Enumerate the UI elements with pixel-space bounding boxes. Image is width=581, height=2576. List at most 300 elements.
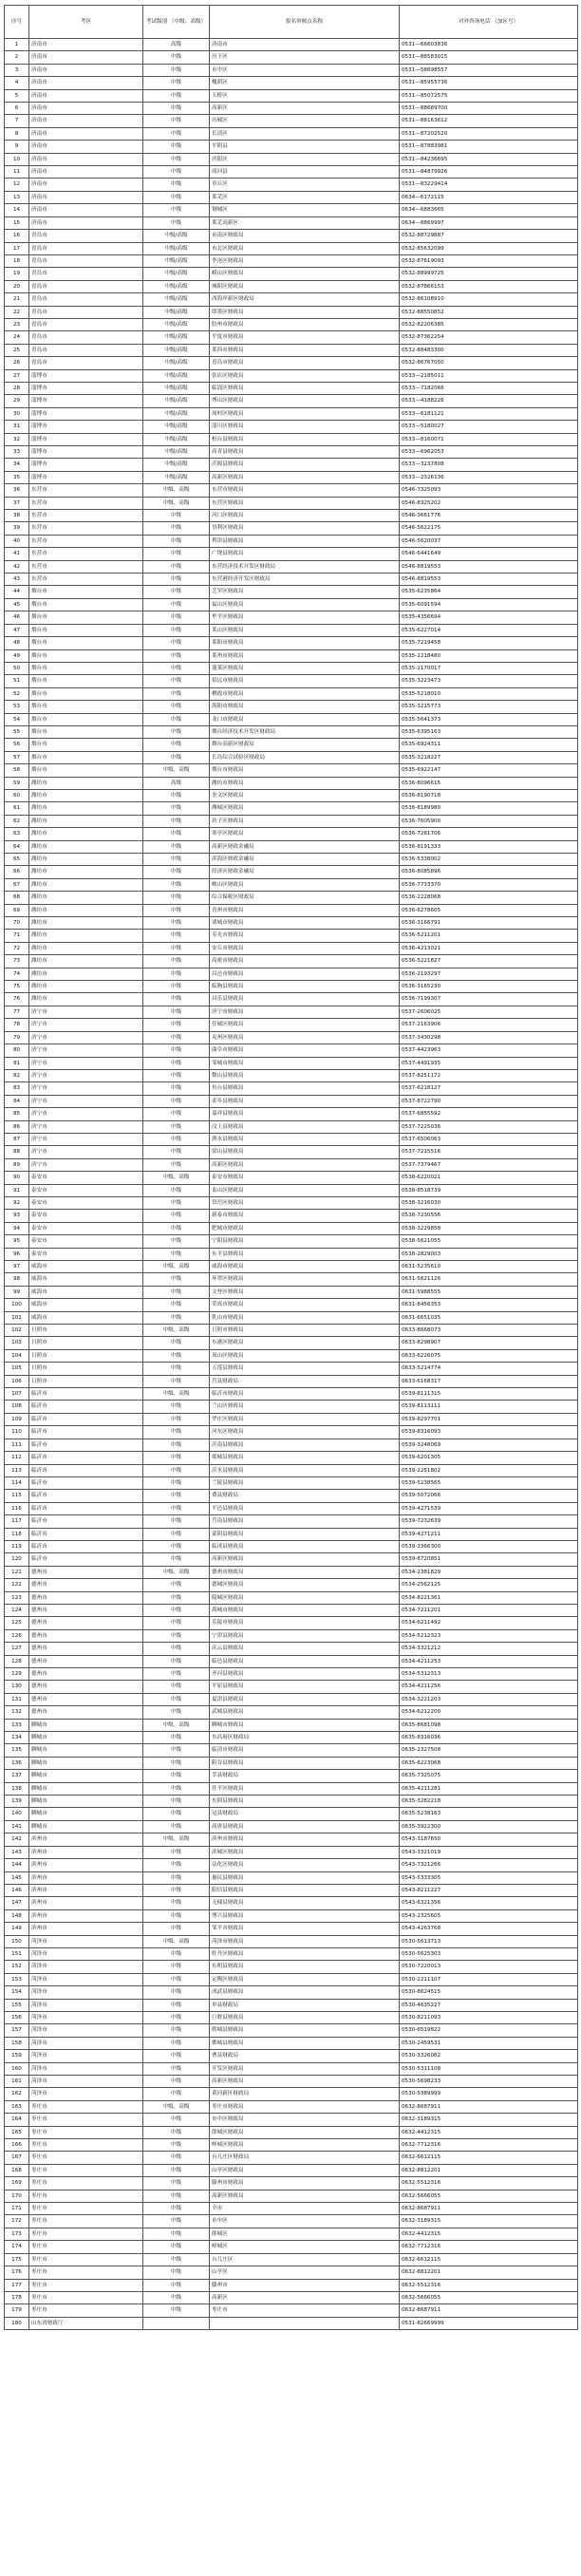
row-index: 17 [5, 242, 29, 254]
row-index: 139 [5, 1796, 29, 1808]
row-index: 26 [5, 357, 29, 369]
row-index: 122 [5, 1579, 29, 1591]
row-exam-level: 中级 [143, 1337, 210, 1349]
row-index: 157 [5, 2024, 29, 2037]
table-row [5, 1591, 578, 1604]
row-index: 63 [5, 828, 29, 840]
row-region: 潍坊市 [29, 828, 143, 840]
row-site-name: 高新区财政局 [210, 2076, 400, 2088]
row-exam-level: 中级 [143, 510, 210, 522]
row-index: 8 [5, 127, 29, 140]
row-index: 109 [5, 1413, 29, 1425]
row-site-name: 乐陵市财政局 [210, 1617, 400, 1629]
row-exam-level: 中级 [143, 802, 210, 815]
row-index: 152 [5, 1961, 29, 1973]
row-phone: 0530-2459531 [400, 2037, 578, 2049]
row-index: 153 [5, 1973, 29, 1985]
table-row [5, 318, 578, 330]
table-row [5, 1133, 578, 1145]
row-index: 131 [5, 1693, 29, 1705]
row-site-name: 环翠区财政局 [210, 1273, 400, 1286]
row-region: 枣庄市 [29, 2139, 143, 2152]
row-exam-level: 中级 [143, 2203, 210, 2215]
row-phone: 0539-4271211 [400, 1528, 578, 1540]
row-phone: 0533—7182066 [400, 382, 578, 394]
row-exam-level: 中级、高级 [143, 764, 210, 777]
header-phone: 对外咨询电话 （加区号） [400, 6, 578, 39]
row-phone: 0536-8190718 [400, 789, 578, 801]
row-index: 45 [5, 598, 29, 611]
table-row [5, 662, 578, 674]
row-exam-level: 中级 [143, 127, 210, 140]
row-index: 72 [5, 942, 29, 954]
row-phone: 0536-5211201 [400, 930, 578, 942]
table-row [5, 1732, 578, 1744]
row-index: 102 [5, 1325, 29, 1337]
row-region: 枣庄市 [29, 2304, 143, 2317]
row-region: 菏泽市 [29, 1986, 143, 1999]
row-index: 28 [5, 382, 29, 394]
row-site-name: 阳谷县财政局 [210, 1757, 400, 1769]
row-region: 淄博市 [29, 369, 143, 382]
row-site-name: 安丘市财政局 [210, 942, 400, 954]
row-index: 6 [5, 103, 29, 115]
row-index: 73 [5, 955, 29, 968]
row-region: 菏泽市 [29, 2024, 143, 2037]
row-index: 160 [5, 2062, 29, 2075]
table-row [5, 280, 578, 292]
row-exam-level: 中级 [143, 2126, 210, 2138]
row-region: 聊城市 [29, 1820, 143, 1833]
row-site-name: 莱山区财政局 [210, 624, 400, 636]
row-site-name: 西海岸新区财政局 [210, 293, 400, 306]
row-exam-level: 中级 [143, 1248, 210, 1260]
row-phone: 0536-8189980 [400, 802, 578, 815]
row-site-name: 乳山市财政局 [210, 1311, 400, 1324]
row-exam-level: 中级 [143, 1897, 210, 1909]
table-row [5, 2164, 578, 2176]
row-index: 144 [5, 1859, 29, 1871]
row-site-name: 新泰市财政局 [210, 1210, 400, 1222]
row-site-name: 市中区 [210, 2215, 400, 2228]
table-row [5, 2076, 578, 2088]
row-site-name: 滕州市财政局 [210, 2177, 400, 2190]
table-row [5, 1311, 578, 1324]
row-site-name: 龙口市财政局 [210, 713, 400, 725]
row-exam-level: 中级/高级 [143, 242, 210, 254]
row-region: 滨州市 [29, 1909, 143, 1922]
row-region: 威海市 [29, 1273, 143, 1286]
row-index: 130 [5, 1681, 29, 1693]
row-index: 27 [5, 369, 29, 382]
row-exam-level: 中级 [143, 1464, 210, 1476]
row-site-name: 德城区财政局 [210, 1579, 400, 1591]
row-phone: 0530-6519822 [400, 2024, 578, 2037]
row-exam-level: 中级 [143, 892, 210, 904]
table-row [5, 1413, 578, 1425]
row-exam-level: 中级/高级 [143, 318, 210, 330]
row-site-name: 庆云县财政局 [210, 1643, 400, 1655]
table-row [5, 1617, 578, 1629]
table-row [5, 777, 578, 789]
table-row [5, 2317, 578, 2329]
row-exam-level: 中级 [143, 1757, 210, 1769]
table-row [5, 892, 578, 904]
row-site-name: 岚山区财政局 [210, 1349, 400, 1362]
table-row [5, 2152, 578, 2164]
row-region: 枣庄市 [29, 2203, 143, 2215]
row-phone: 0530-5698233 [400, 2076, 578, 2088]
table-row [5, 1820, 578, 1833]
row-exam-level: 中级 [143, 611, 210, 624]
row-exam-level: 中级 [143, 1617, 210, 1629]
row-exam-level: 中级 [143, 1540, 210, 1552]
row-exam-level: 高级 [143, 777, 210, 789]
table-row [5, 993, 578, 1006]
row-region: 日照市 [29, 1349, 143, 1362]
row-phone: 0532-87362254 [400, 331, 578, 344]
row-region: 临沂市 [29, 1426, 143, 1438]
row-index: 4 [5, 77, 29, 89]
row-site-name: 利津县财政局 [210, 535, 400, 547]
row-index: 50 [5, 662, 29, 674]
row-exam-level: 中级 [143, 1859, 210, 1871]
row-exam-level: 中级 [143, 1515, 210, 1528]
table-row [5, 1744, 578, 1757]
row-exam-level: 中级/高级 [143, 446, 210, 459]
table-row [5, 1719, 578, 1731]
row-site-name: 高新区财政金融局 [210, 840, 400, 853]
table-row [5, 764, 578, 777]
table-row [5, 1808, 578, 1820]
row-exam-level: 中级 [143, 1222, 210, 1234]
row-site-name: 临朐县财政局 [210, 981, 400, 993]
row-site-name: 淄川区财政局 [210, 421, 400, 433]
row-site-name: 嘉祥县财政局 [210, 1108, 400, 1120]
row-exam-level: 中级 [143, 560, 210, 573]
row-exam-level: 中级 [143, 662, 210, 674]
row-index: 77 [5, 1006, 29, 1018]
row-index: 171 [5, 2203, 29, 2215]
row-phone: 0635-5238163 [400, 1808, 578, 1820]
table-row [5, 39, 578, 51]
row-region: 临沂市 [29, 1540, 143, 1552]
row-region: 济宁市 [29, 1158, 143, 1171]
table-row [5, 624, 578, 636]
row-region: 烟台市 [29, 598, 143, 611]
row-site-name: 薛城区财政局 [210, 2126, 400, 2138]
table-row [5, 1363, 578, 1375]
table-row [5, 2203, 578, 2215]
row-phone: 0537-7225036 [400, 1120, 578, 1133]
row-exam-level: 中级 [143, 1082, 210, 1095]
row-region: 枣庄市 [29, 2114, 143, 2126]
row-exam-level: 中级 [143, 854, 210, 866]
row-region: 临沂市 [29, 1464, 143, 1476]
row-region: 德州市 [29, 1668, 143, 1681]
row-exam-level: 中级 [143, 637, 210, 649]
row-index: 29 [5, 395, 29, 407]
row-site-name: 昌乐县财政局 [210, 993, 400, 1006]
row-phone: 0632-8687911 [400, 2203, 578, 2215]
row-exam-level: 中级 [143, 2177, 210, 2190]
row-site-name: 高唐县财政局 [210, 1820, 400, 1833]
row-exam-level: 中级 [143, 179, 210, 191]
row-phone: 0535-6922147 [400, 764, 578, 777]
row-exam-level: 中级 [143, 1909, 210, 1922]
table-row [5, 1757, 578, 1769]
table-row [5, 2253, 578, 2266]
row-phone: 0536-2228068 [400, 892, 578, 904]
row-region: 滨州市 [29, 1923, 143, 1935]
row-exam-level: 中级 [143, 204, 210, 216]
row-site-name: 枣庄市财政局 [210, 2100, 400, 2113]
row-phone: 0532-87619093 [400, 254, 578, 267]
row-phone: 0531—66603836 [400, 39, 578, 51]
row-exam-level: 中级 [143, 2152, 210, 2164]
row-site-name: 青州市财政局 [210, 904, 400, 916]
row-index: 39 [5, 522, 29, 535]
table-row [5, 725, 578, 738]
row-phone: 0534-7211201 [400, 1604, 578, 1616]
table-row [5, 484, 578, 497]
row-region: 济宁市 [29, 1069, 143, 1081]
row-exam-level: 中级 [143, 993, 210, 1006]
row-exam-level: 中级/高级 [143, 459, 210, 471]
row-phone: 0632-7712316 [400, 2139, 578, 2152]
table-row [5, 2291, 578, 2303]
table-row [5, 471, 578, 483]
row-region: 淄博市 [29, 459, 143, 471]
table-row [5, 1184, 578, 1196]
row-site-name: 东营港经济开发区财政局 [210, 573, 400, 586]
table-row [5, 1859, 578, 1871]
row-site-name: 莘县财政局 [210, 1770, 400, 1782]
row-region: 济宁市 [29, 1095, 143, 1107]
row-region: 日照市 [29, 1375, 143, 1387]
row-region: 菏泽市 [29, 1961, 143, 1973]
row-site-name: 茌平区财政局 [210, 1782, 400, 1795]
row-site-name: 齐河县财政局 [210, 1668, 400, 1681]
row-site-name: 济宁市财政局 [210, 1006, 400, 1018]
row-index: 178 [5, 2291, 29, 2303]
row-site-name: 台儿庄区财政局 [210, 2152, 400, 2164]
row-site-name: 市中区财政局 [210, 2114, 400, 2126]
row-index: 135 [5, 1744, 29, 1757]
row-region: 威海市 [29, 1299, 143, 1311]
row-site-name: 牡丹区财政局 [210, 1947, 400, 1960]
table-row [5, 1909, 578, 1922]
row-exam-level: 中级、高级 [143, 1388, 210, 1401]
table-row [5, 637, 578, 649]
row-index: 162 [5, 2088, 29, 2100]
row-region: 枣庄市 [29, 2228, 143, 2240]
row-phone: 0534-3321212 [400, 1643, 578, 1655]
row-phone: 0631-5235610 [400, 1261, 578, 1273]
row-exam-level: 中级 [143, 2076, 210, 2088]
table-row [5, 878, 578, 891]
row-phone: 0536-4213021 [400, 942, 578, 954]
row-phone: 0537-6506063 [400, 1133, 578, 1145]
row-phone: 0535-6227014 [400, 624, 578, 636]
row-region: 烟台市 [29, 624, 143, 636]
row-site-name: 巨野县财政局 [210, 2011, 400, 2023]
row-phone: 0537-6855592 [400, 1108, 578, 1120]
row-phone: 0532-85632099 [400, 242, 578, 254]
row-index: 167 [5, 2152, 29, 2164]
row-phone: 0535-6395163 [400, 725, 578, 738]
row-index: 83 [5, 1082, 29, 1095]
row-exam-level: 中级 [143, 1120, 210, 1133]
row-exam-level: 中级 [143, 1923, 210, 1935]
row-index: 97 [5, 1261, 29, 1273]
row-site-name: 黄河新区财政局 [210, 2088, 400, 2100]
row-index: 23 [5, 318, 29, 330]
table-row [5, 1325, 578, 1337]
row-phone: 0531—88583015 [400, 51, 578, 64]
row-index: 104 [5, 1349, 29, 1362]
table-body [5, 39, 578, 2330]
table-row [5, 2228, 578, 2240]
table-row [5, 395, 578, 407]
row-site-name: 莱州市财政局 [210, 649, 400, 662]
table-row [5, 1681, 578, 1693]
row-region: 菏泽市 [29, 1935, 143, 1947]
row-index: 22 [5, 306, 29, 318]
row-phone: 0536-6278605 [400, 904, 578, 916]
row-exam-level: 中级/高级 [143, 471, 210, 483]
table-row [5, 421, 578, 433]
row-region: 枣庄市 [29, 2100, 143, 2113]
row-index: 31 [5, 421, 29, 433]
table-row [5, 713, 578, 725]
row-exam-level: 中级 [143, 1744, 210, 1757]
row-region: 泰安市 [29, 1172, 143, 1184]
row-index: 168 [5, 2164, 29, 2176]
row-index: 92 [5, 1196, 29, 1209]
row-region: 潍坊市 [29, 866, 143, 878]
row-region: 潍坊市 [29, 904, 143, 916]
row-exam-level: 中级 [143, 216, 210, 229]
row-site-name: 夏津县财政局 [210, 1693, 400, 1705]
table-row [5, 64, 578, 76]
row-phone: 0631-5988555 [400, 1286, 578, 1298]
row-region: 泰安市 [29, 1222, 143, 1234]
row-phone: 0539-5072066 [400, 1490, 578, 1502]
row-region: 济宁市 [29, 1019, 143, 1031]
row-index: 79 [5, 1031, 29, 1044]
row-index: 107 [5, 1388, 29, 1401]
row-phone: 0530-4635227 [400, 1999, 578, 2011]
row-phone: 0535-6235864 [400, 586, 578, 598]
row-exam-level: 中级 [143, 917, 210, 930]
row-site-name: 曹县财政局 [210, 2050, 400, 2062]
row-index: 117 [5, 1515, 29, 1528]
row-site-name: 临沭县财政局 [210, 1540, 400, 1552]
row-phone: 0537-3430298 [400, 1031, 578, 1044]
table-row [5, 179, 578, 191]
row-exam-level: 中级 [143, 1363, 210, 1375]
row-index: 54 [5, 713, 29, 725]
row-index: 1 [5, 39, 29, 51]
table-row [5, 611, 578, 624]
row-phone: 0632-3189315 [400, 2215, 578, 2228]
row-index: 161 [5, 2076, 29, 2088]
table-row [5, 2088, 578, 2100]
row-phone: 0535-7219458 [400, 637, 578, 649]
row-index: 118 [5, 1528, 29, 1540]
row-site-name: 兰陵县财政局 [210, 1476, 400, 1489]
row-phone: 0632-8687911 [400, 2304, 578, 2317]
table-row [5, 1375, 578, 1387]
row-region: 枣庄市 [29, 2215, 143, 2228]
row-region: 济南市 [29, 127, 143, 140]
row-phone: 0534-6212200 [400, 1706, 578, 1719]
row-region: 临沂市 [29, 1401, 143, 1413]
row-index: 110 [5, 1426, 29, 1438]
row-exam-level: 中级 [143, 51, 210, 64]
row-site-name: 平原县财政局 [210, 1681, 400, 1693]
row-index: 36 [5, 484, 29, 497]
row-phone: 0539-8720851 [400, 1553, 578, 1566]
row-phone: 0539-8316093 [400, 1426, 578, 1438]
row-region: 济宁市 [29, 1108, 143, 1120]
row-phone: 0546-6441649 [400, 548, 578, 560]
row-phone: 0546-3661776 [400, 510, 578, 522]
table-row [5, 382, 578, 394]
table-row [5, 369, 578, 382]
row-exam-level: 中级 [143, 573, 210, 586]
row-phone: 0530-7220013 [400, 1961, 578, 1973]
row-region: 聊城市 [29, 1757, 143, 1769]
row-region: 滨州市 [29, 1871, 143, 1884]
row-index: 140 [5, 1808, 29, 1820]
table-row [5, 548, 578, 560]
table-row [5, 930, 578, 942]
row-exam-level: 中级 [143, 1604, 210, 1616]
row-index: 65 [5, 854, 29, 866]
row-site-name: 山亭区财政局 [210, 2164, 400, 2176]
row-site-name: 高新区财政局 [210, 1158, 400, 1171]
row-site-name: 蓬莱区财政局 [210, 662, 400, 674]
row-region: 青岛市 [29, 344, 143, 356]
row-index: 41 [5, 548, 29, 560]
row-phone: 0546-5620037 [400, 535, 578, 547]
row-phone: 0632-4412315 [400, 2126, 578, 2138]
table-row [5, 942, 578, 954]
row-site-name: 武城县财政局 [210, 1706, 400, 1719]
row-index: 114 [5, 1476, 29, 1489]
row-phone: 0632-8812201 [400, 2164, 578, 2176]
row-phone: 0632-4412315 [400, 2228, 578, 2240]
row-region: 临沂市 [29, 1553, 143, 1566]
row-phone: 0532-88550852 [400, 306, 578, 318]
row-index: 145 [5, 1871, 29, 1884]
row-index: 76 [5, 993, 29, 1006]
row-exam-level: 中级 [143, 1999, 210, 2011]
row-site-name: 高新区财政局 [210, 2190, 400, 2202]
row-region: 临沂市 [29, 1476, 143, 1489]
table-row [5, 1146, 578, 1158]
row-index: 62 [5, 815, 29, 827]
table-row [5, 1579, 578, 1591]
row-exam-level: 中级 [143, 1349, 210, 1362]
row-site-name: 东营经济技术开发区财政局 [210, 560, 400, 573]
row-site-name: 阳信县财政局 [210, 1884, 400, 1896]
row-exam-level: 中级 [143, 1961, 210, 1973]
table-row [5, 1502, 578, 1514]
row-phone: 0546-5622175 [400, 522, 578, 535]
